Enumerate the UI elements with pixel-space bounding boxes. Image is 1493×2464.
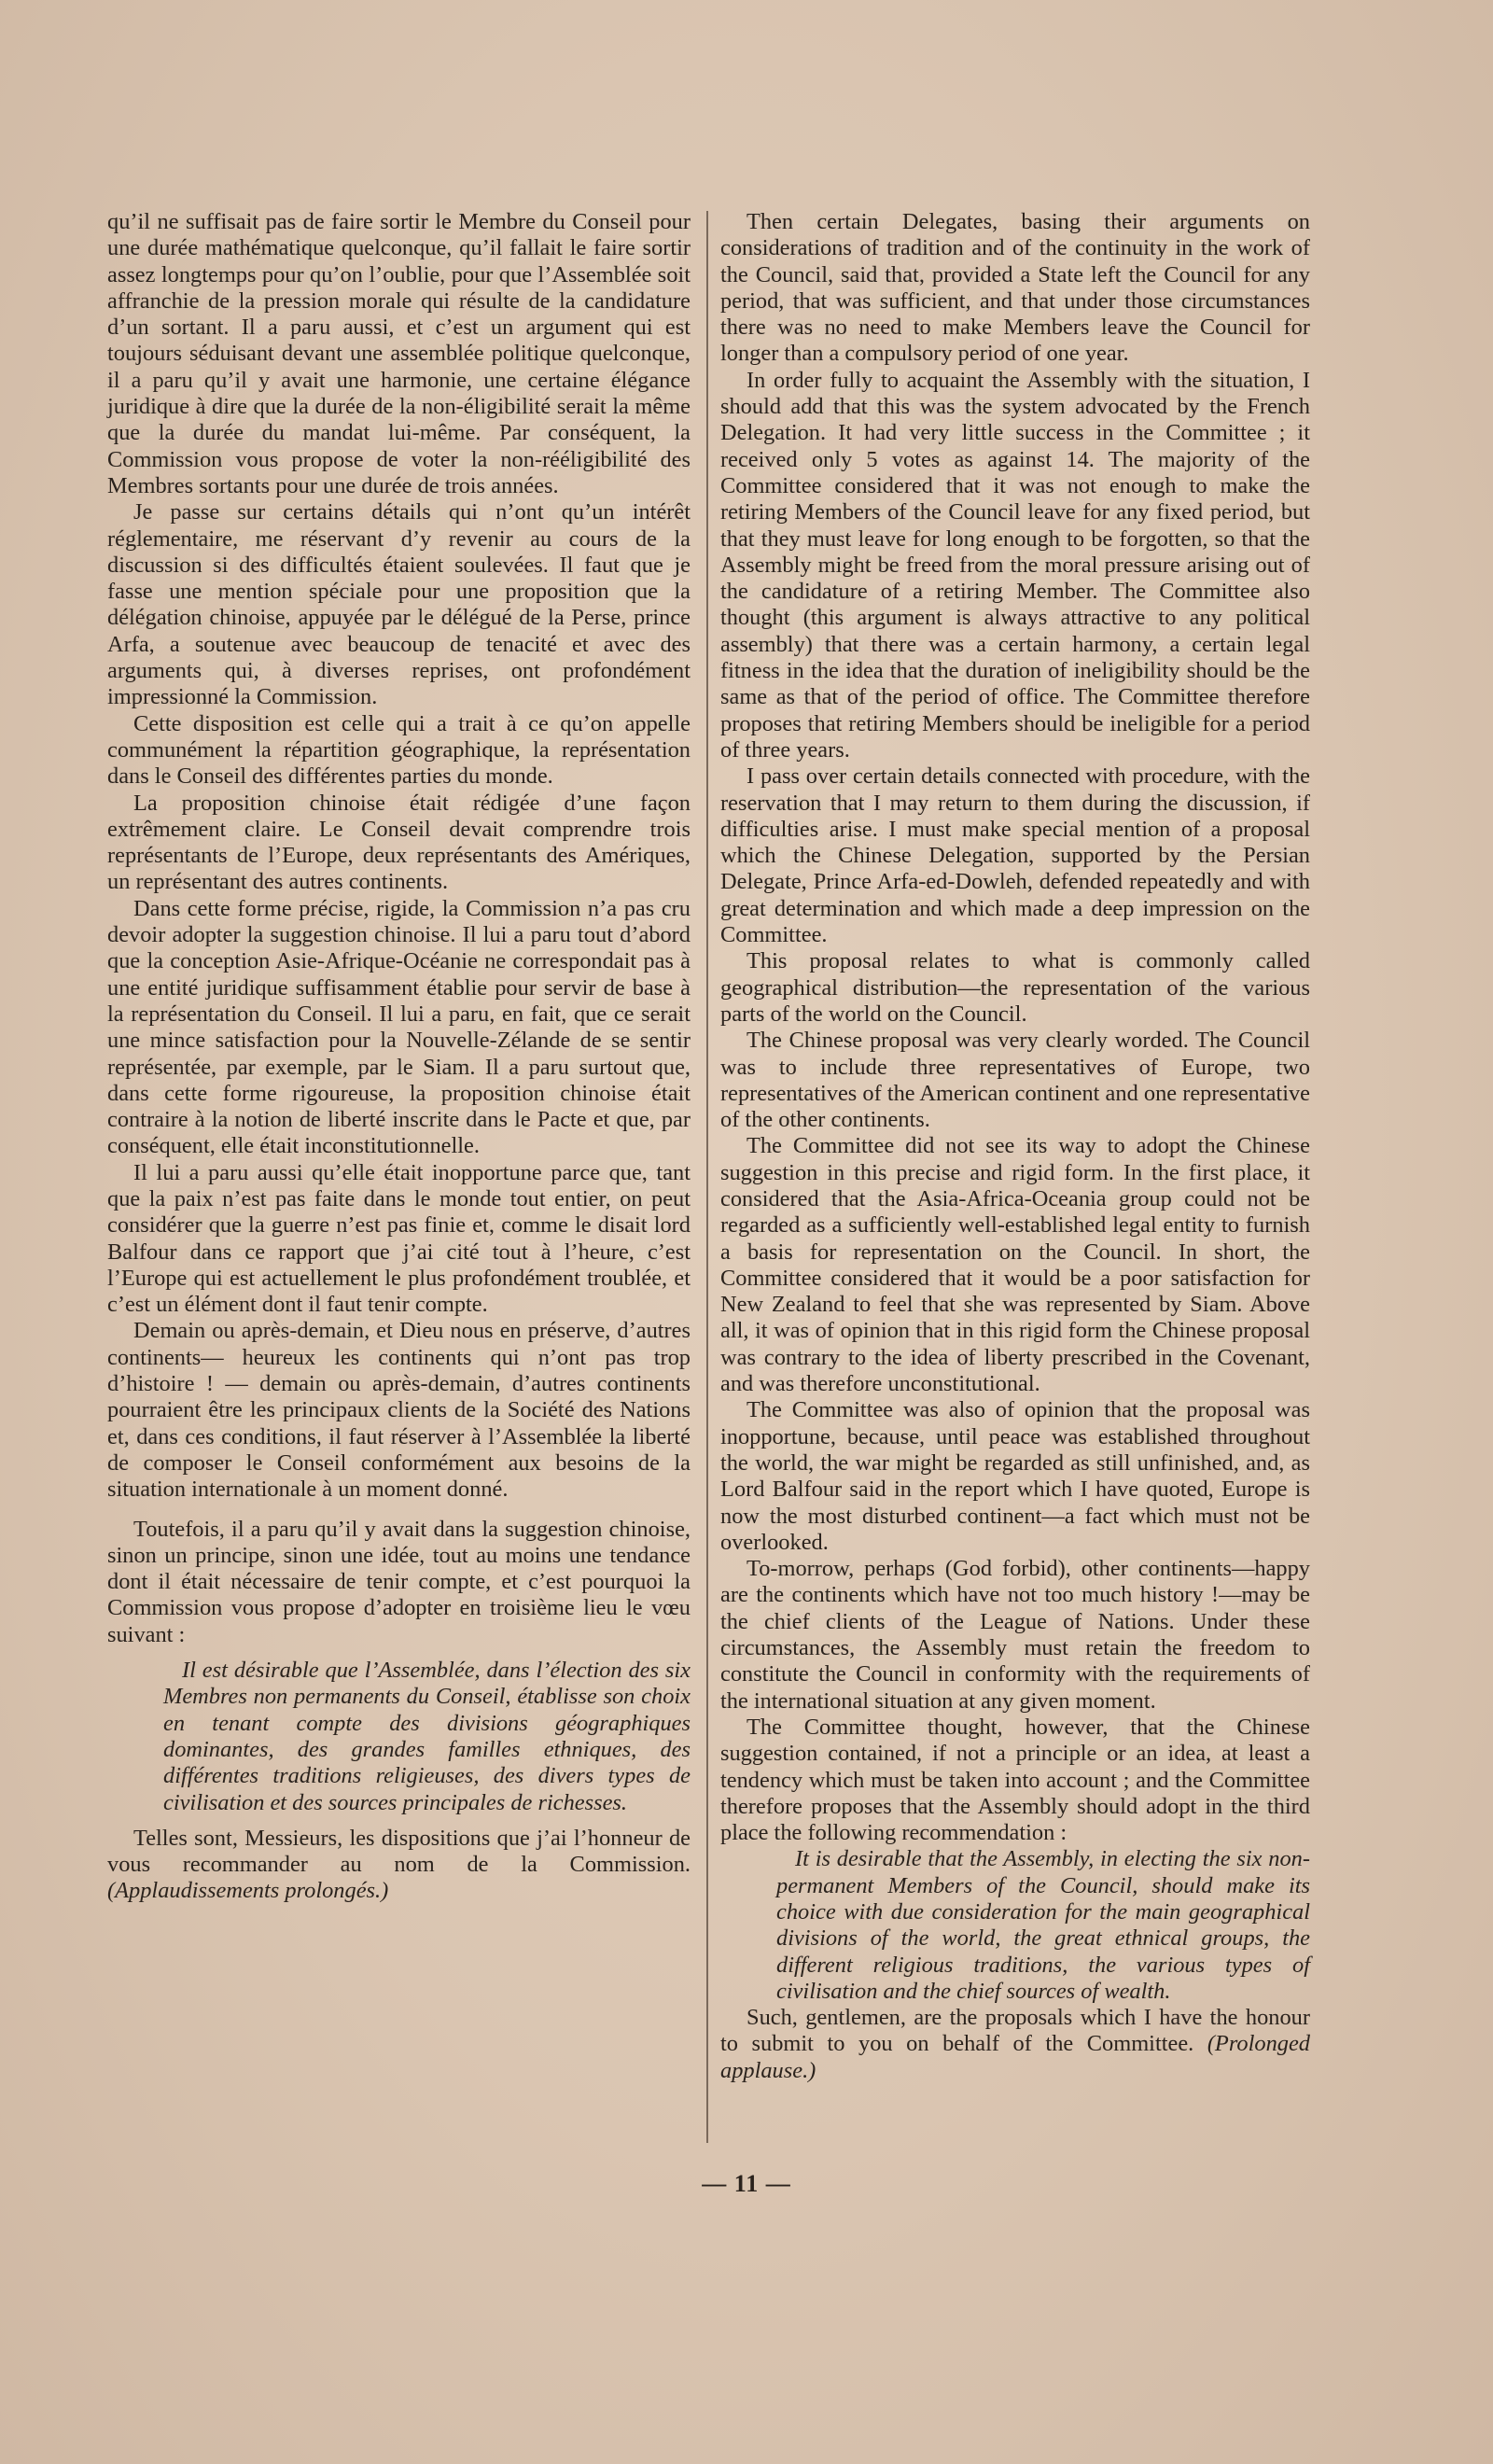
french-recommendation-quote: Il est désirable que l’Assemblée, dans l’élection des six Membres non permanents du Conseil, établisse son choix en tenant compte des divisions géographiques dominantes, des grandes familles ethniques, des différentes traditions religieuses, des divers types de civilisation et des sources principales de richesses. (163, 1658, 691, 1815)
french-column (107, 209, 691, 1905)
english-applause-note: (Prolonged applause.) (720, 2031, 1310, 2083)
french-closing-paragraph (107, 1826, 691, 1905)
english-paragraph: Then certain Delegates, basing their arguments on considerations of tradition and of the continuity in the work of the Council, said that, provided a State left the Council for any period, that was sufficient, and that under those circumstances there was no need to make Members leave the Council for longer than a compulsory period of one year. (720, 209, 1310, 367)
french-closing-text: Telles sont, Messieurs, les dispositions que j’ai l’honneur de vous recommander au nom de la Commission. (107, 1825, 691, 1878)
english-paragraph: The Committee thought, however, that the Chinese suggestion contained, if not a principle or an idea, at least a tendency which must be taken into account ; and the Committee therefore proposes that the Assembly should adopt in the third place the following recommendation : (720, 1714, 1310, 1846)
french-paragraph: Il lui a paru aussi qu’elle était inopportune parce que, tant que la paix n’est pas faite dans le monde tout entier, on peut considérer que la guerre n’est pas finie et, comme le disait lord Balfour dans ce rapport que j’ai cité tout à l’heure, c’est l’Europe qui est actuellement le plus profondément troublée, et c’est un élément dont il faut tenir compte. (107, 1159, 691, 1318)
english-paragraph: The Committee was also of opinion that the proposal was inopportune, because, until peace was established throughout the world, the war might be regarded as still unfinished, and, as Lord Balfour said in the report which I have quoted, Europe is now the most disturbed continent—a fact which must not be overlooked. (720, 1397, 1310, 1555)
english-paragraph: In order fully to acquaint the Assembly with the situation, I should add that this was the system advocated by the French Delegation. It had very little success in the Committee ; it received only 5 votes as against 14. The majority of the Committee considered that it was not enough to make the retiring Members of the Council leave for any fixed period, but that they must leave for long enough to be forgotten, so that the Assembly might be freed from the moral pressure arising out of the candidature of a retiring Member. The Committee also thought (this argument is always attractive to any political assembly) that there was a certain harmony, a certain legal fitness in the idea that the duration of ineligibility should be the same as that of the period of office. The Committee therefore proposes that retiring Members should be ineligible for a period of three years. (720, 367, 1310, 763)
english-paragraph: This proposal relates to what is commonly called geographical distribution—the representation of the various parts of the world on the Council. (720, 948, 1310, 1027)
french-paragraph: Je passe sur certains détails qui n’ont qu’un intérêt réglementaire, me réservant d’y revenir au cours de la discussion si des difficultés étaient soulevées. Il faut que je fasse une mention spéciale pour une proposition que la délégation chinoise, appuyée par le délégué de la Perse, prince Arfa, a soutenue avec beaucoup de tenacité et avec des arguments qui, à diverses reprises, ont profondément impressionné la Commission. (107, 499, 691, 710)
english-column (720, 209, 1310, 2084)
french-paragraph: Cette disposition est celle qui a trait à ce qu’on appelle communément la répartition géographique, la représentation dans le Conseil des différentes parties du monde. (107, 710, 691, 790)
french-paragraph: qu’il ne suffisait pas de faire sortir le Membre du Conseil pour une durée mathématique quelconque, qu’il fallait le faire sortir assez longtemps pour qu’on l’oublie, pour que l’Assemblée soit affranchie de la pression morale qui résulte de la candidature d’un sortant. Il a paru aussi, et c’est un argument qui est toujours séduisant devant une assemblée politique quelconque, il a paru qu’il y avait une harmonie, une certaine élégance juridique à dire que la durée de la non-éligibilité serait la même que la durée du mandat lui-même. Par conséquent, la Commission vous propose de voter la non-rééligibilité des Membres sortants pour une durée de trois années. (107, 209, 691, 498)
french-applause-note: (Applaudissements prolongés.) (107, 1878, 389, 1904)
french-paragraph: Dans cette forme précise, rigide, la Commission n’a pas cru devoir adopter la suggestion chinoise. Il lui a paru tout d’abord que la conception Asie-Afrique-Océanie ne correspondait pas à une entité juridique suffisamment établie pour servir de base à la représentation du Conseil. Il lui a paru, en fait, que ce serait une mince satisfaction pour la Nouvelle-Zélande de se sentir représentée, par exemple, par le Siam. Il a paru surtout que, dans cette forme rigoureuse, la proposition chinoise était contraire à la notion de liberté inscrite dans le Pacte et que, par conséquent, elle était inconstitutionnelle. (107, 895, 691, 1159)
french-paragraph: La proposition chinoise était rédigée d’une façon extrêmement claire. Le Conseil devait comprendre trois représentants de l’Europe, deux représentants des Amériques, un représentant des autres continents. (107, 790, 691, 895)
english-paragraph: I pass over certain details connected with procedure, with the reservation that I may return to them during the discussion, if difficulties arise. I must make special mention of a proposal which the Chinese Delegation, supported by the Persian Delegate, Prince Arfa-ed-Dowleh, defended repeatedly and with great determination and which made a deep impression on the Committee. (720, 763, 1310, 948)
column-divider (706, 211, 708, 2143)
english-closing-text: Such, gentlemen, are the proposals which I have the honour to submit to you on behalf of the Committee. (720, 2005, 1310, 2057)
english-closing-paragraph (720, 2005, 1310, 2084)
english-paragraph: To-morrow, perhaps (God forbid), other continents—happy are the continents which have not too much history !—may be the chief clients of the League of Nations. Under these circumstances, the Assembly must retain the freedom to constitute the Council in conformity with the requirements of the international situation at any given moment. (720, 1556, 1310, 1714)
english-paragraph: The Committee did not see its way to adopt the Chinese suggestion in this precise and rigid form. In the first place, it considered that the Asia-Africa-Oceania group could not be regarded as a sufficiently well-established legal entity to furnish a basis for representation on the Council. In short, the Committee considered that it would be a poor satisfaction for New Zealand to feel that she was represented by Siam. Above all, it was of opinion that in this rigid form the Chinese proposal was contrary to the idea of liberty prescribed in the Covenant, and was therefore unconstitutional. (720, 1133, 1310, 1397)
page-number: — 11 — (702, 2170, 791, 2197)
french-paragraph: Demain ou après-demain, et Dieu nous en préserve, d’autres continents— heureux les continents qui n’ont pas trop d’histoire ! — demain ou après-demain, d’autres continents pourraient être les principaux clients de la Société des Nations et, dans ces conditions, il faut réserver à l’Assemblée la liberté de composer le Conseil conformément aux besoins de la situation internationale à un moment donné. (107, 1318, 691, 1503)
english-paragraph: The Chinese proposal was very clearly worded. The Council was to include three representatives of Europe, two representatives of the American continent and one representative of the other continents. (720, 1028, 1310, 1133)
french-paragraph: Toutefois, il a paru qu’il y avait dans la suggestion chinoise, sinon un principe, sinon une idée, tout au moins une tendance dont il était nécessaire de tenir compte, et c’est pourquoi la Commission vous propose d’adopter en troisième lieu le vœu suivant : (107, 1516, 691, 1647)
english-recommendation-quote: It is desirable that the Assembly, in electing the six non-permanent Members of the Council, should make its choice with due consideration for the main geographical divisions of the world, the great ethnical groups, the different religious traditions, the various types of civilisation and the chief sources of wealth. (776, 1846, 1310, 2004)
